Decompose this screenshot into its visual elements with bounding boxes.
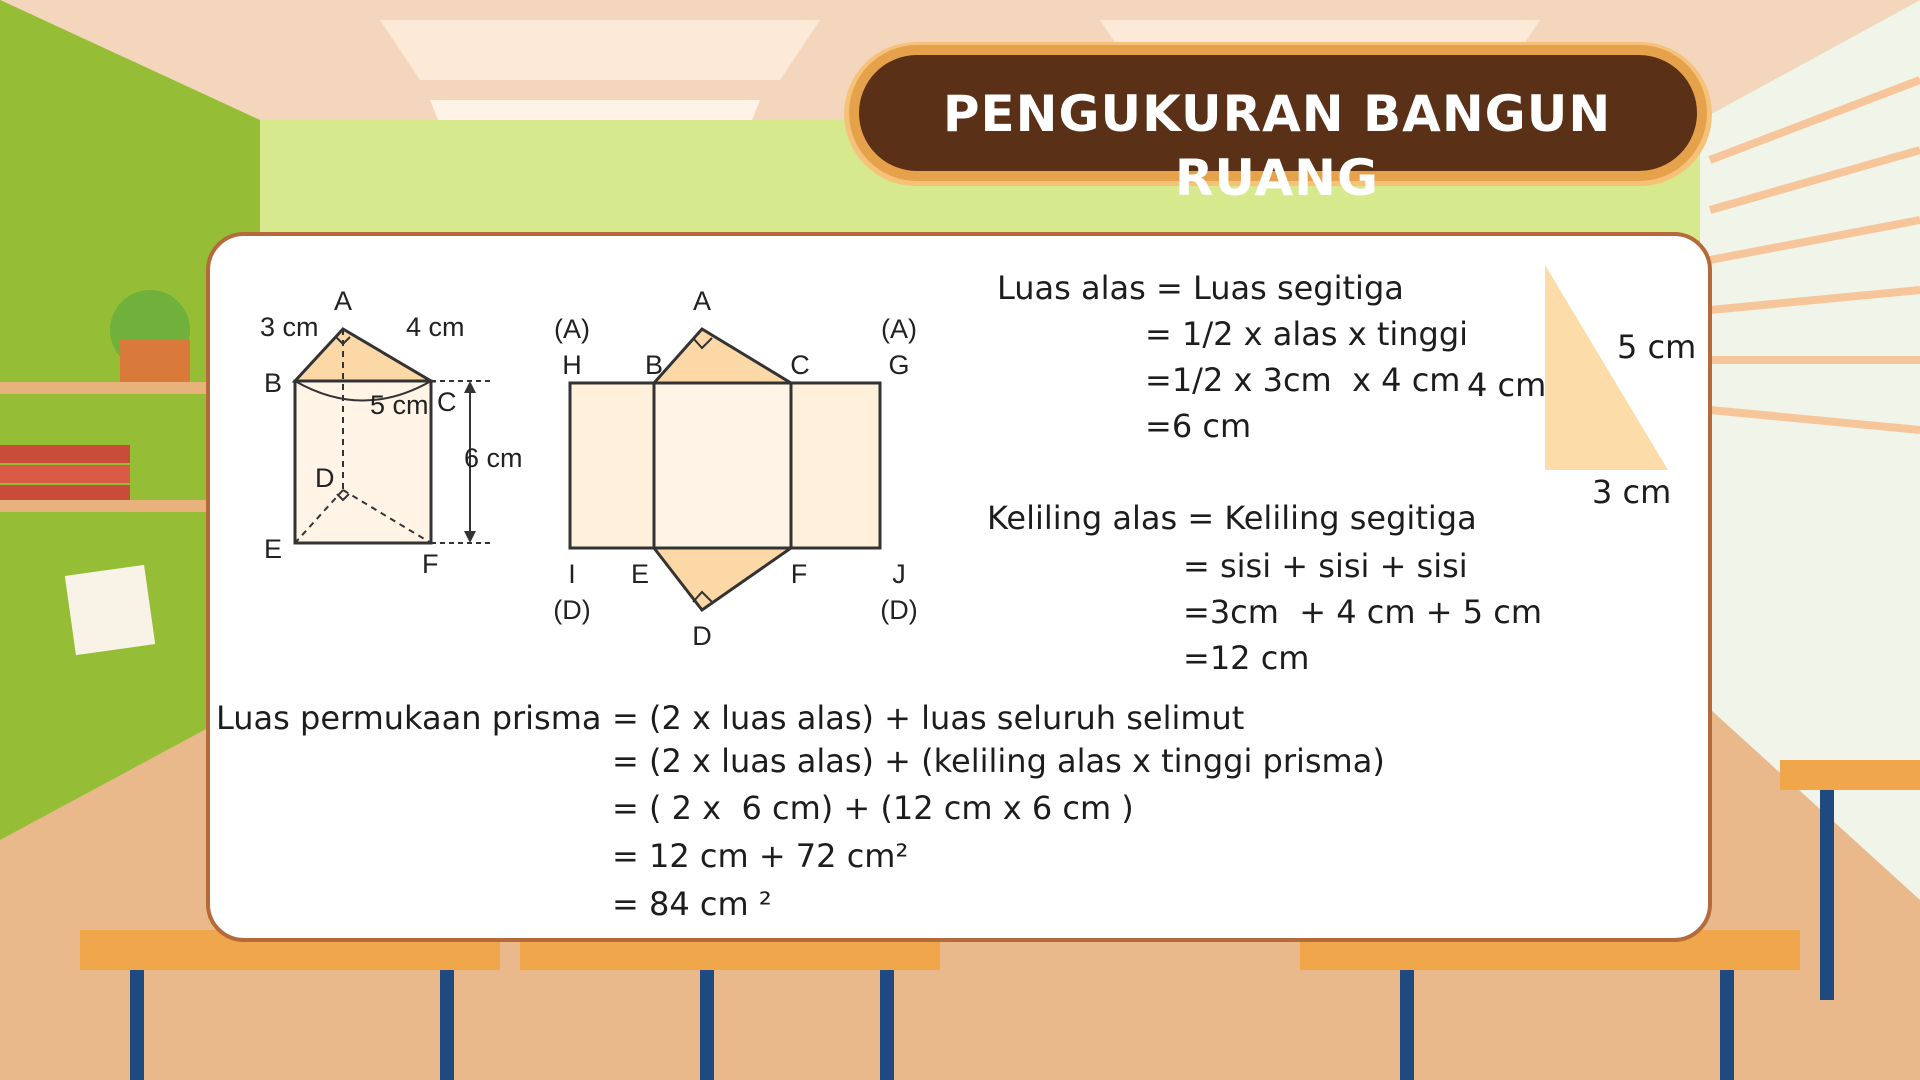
net-corner-letter: G xyxy=(888,350,910,380)
triangle-base-label: 3 cm xyxy=(1592,473,1672,511)
net-vertex-label: D xyxy=(692,621,712,651)
dim-bc-label: 5 cm xyxy=(370,390,429,420)
surface-area-step: = ( 2 x 6 cm) + (12 cm x 6 cm ) xyxy=(612,789,1134,827)
triangle-hyp-label: 5 cm xyxy=(1617,328,1697,366)
net-vertex-label: E xyxy=(630,559,650,589)
page-title: PENGUKURAN BANGUN RUANG xyxy=(942,85,1612,207)
triangle-height-label: 4 cm xyxy=(1467,366,1547,404)
base-area-step: =1/2 x 3cm x 4 cm xyxy=(1145,361,1461,399)
perimeter-step: = sisi + sisi + sisi xyxy=(1183,547,1468,585)
net-corner-label: (D) xyxy=(880,595,918,625)
net-vertex-label: B xyxy=(644,350,664,380)
prism-vertex-label: E xyxy=(264,534,283,564)
net-corner-label: (A) xyxy=(554,314,590,344)
prism-vertex-label: B xyxy=(264,368,283,398)
base-area-step: = 1/2 x alas x tinggi xyxy=(1145,315,1469,353)
prism-vertex-label: C xyxy=(437,387,457,417)
perimeter-result: =12 cm xyxy=(1183,639,1310,677)
dim-ac-label: 4 cm xyxy=(406,312,465,342)
net-corner-letter: H xyxy=(562,350,582,380)
base-area-result: =6 cm xyxy=(1145,407,1252,445)
surface-area-label: Luas permukaan prisma xyxy=(216,699,602,737)
right-triangle-figure xyxy=(1540,260,1670,475)
net-vertex-label: F xyxy=(790,559,808,589)
surface-area-step: = (2 x luas alas) + (keliling alas x tinggi prisma) xyxy=(612,742,1385,780)
prism-net-figure xyxy=(530,280,950,650)
perimeter-heading: Keliling alas = Keliling segitiga xyxy=(987,499,1477,537)
prism-vertex-label: D xyxy=(315,463,335,493)
prism-vertex-label: A xyxy=(333,286,353,316)
surface-area-step: = (2 x luas alas) + luas seluruh selimut xyxy=(612,699,1245,737)
base-area-heading: Luas alas = Luas segitiga xyxy=(997,269,1404,307)
net-corner-label: (A) xyxy=(881,314,917,344)
net-corner-letter: J xyxy=(892,559,906,589)
net-corner-letter: I xyxy=(568,559,576,589)
surface-area-result: = 84 cm ² xyxy=(612,885,772,923)
net-vertex-label: C xyxy=(790,350,810,380)
perimeter-step: =3cm + 4 cm + 5 cm xyxy=(1183,593,1543,631)
net-vertex-label: A xyxy=(692,286,712,316)
surface-area-step: = 12 cm + 72 cm² xyxy=(612,837,909,875)
dim-height-label: 6 cm xyxy=(464,443,523,473)
net-corner-label: (D) xyxy=(553,595,591,625)
prism-figure xyxy=(250,280,523,590)
prism-vertex-label: F xyxy=(422,549,439,579)
dim-ab-label: 3 cm xyxy=(260,312,319,342)
